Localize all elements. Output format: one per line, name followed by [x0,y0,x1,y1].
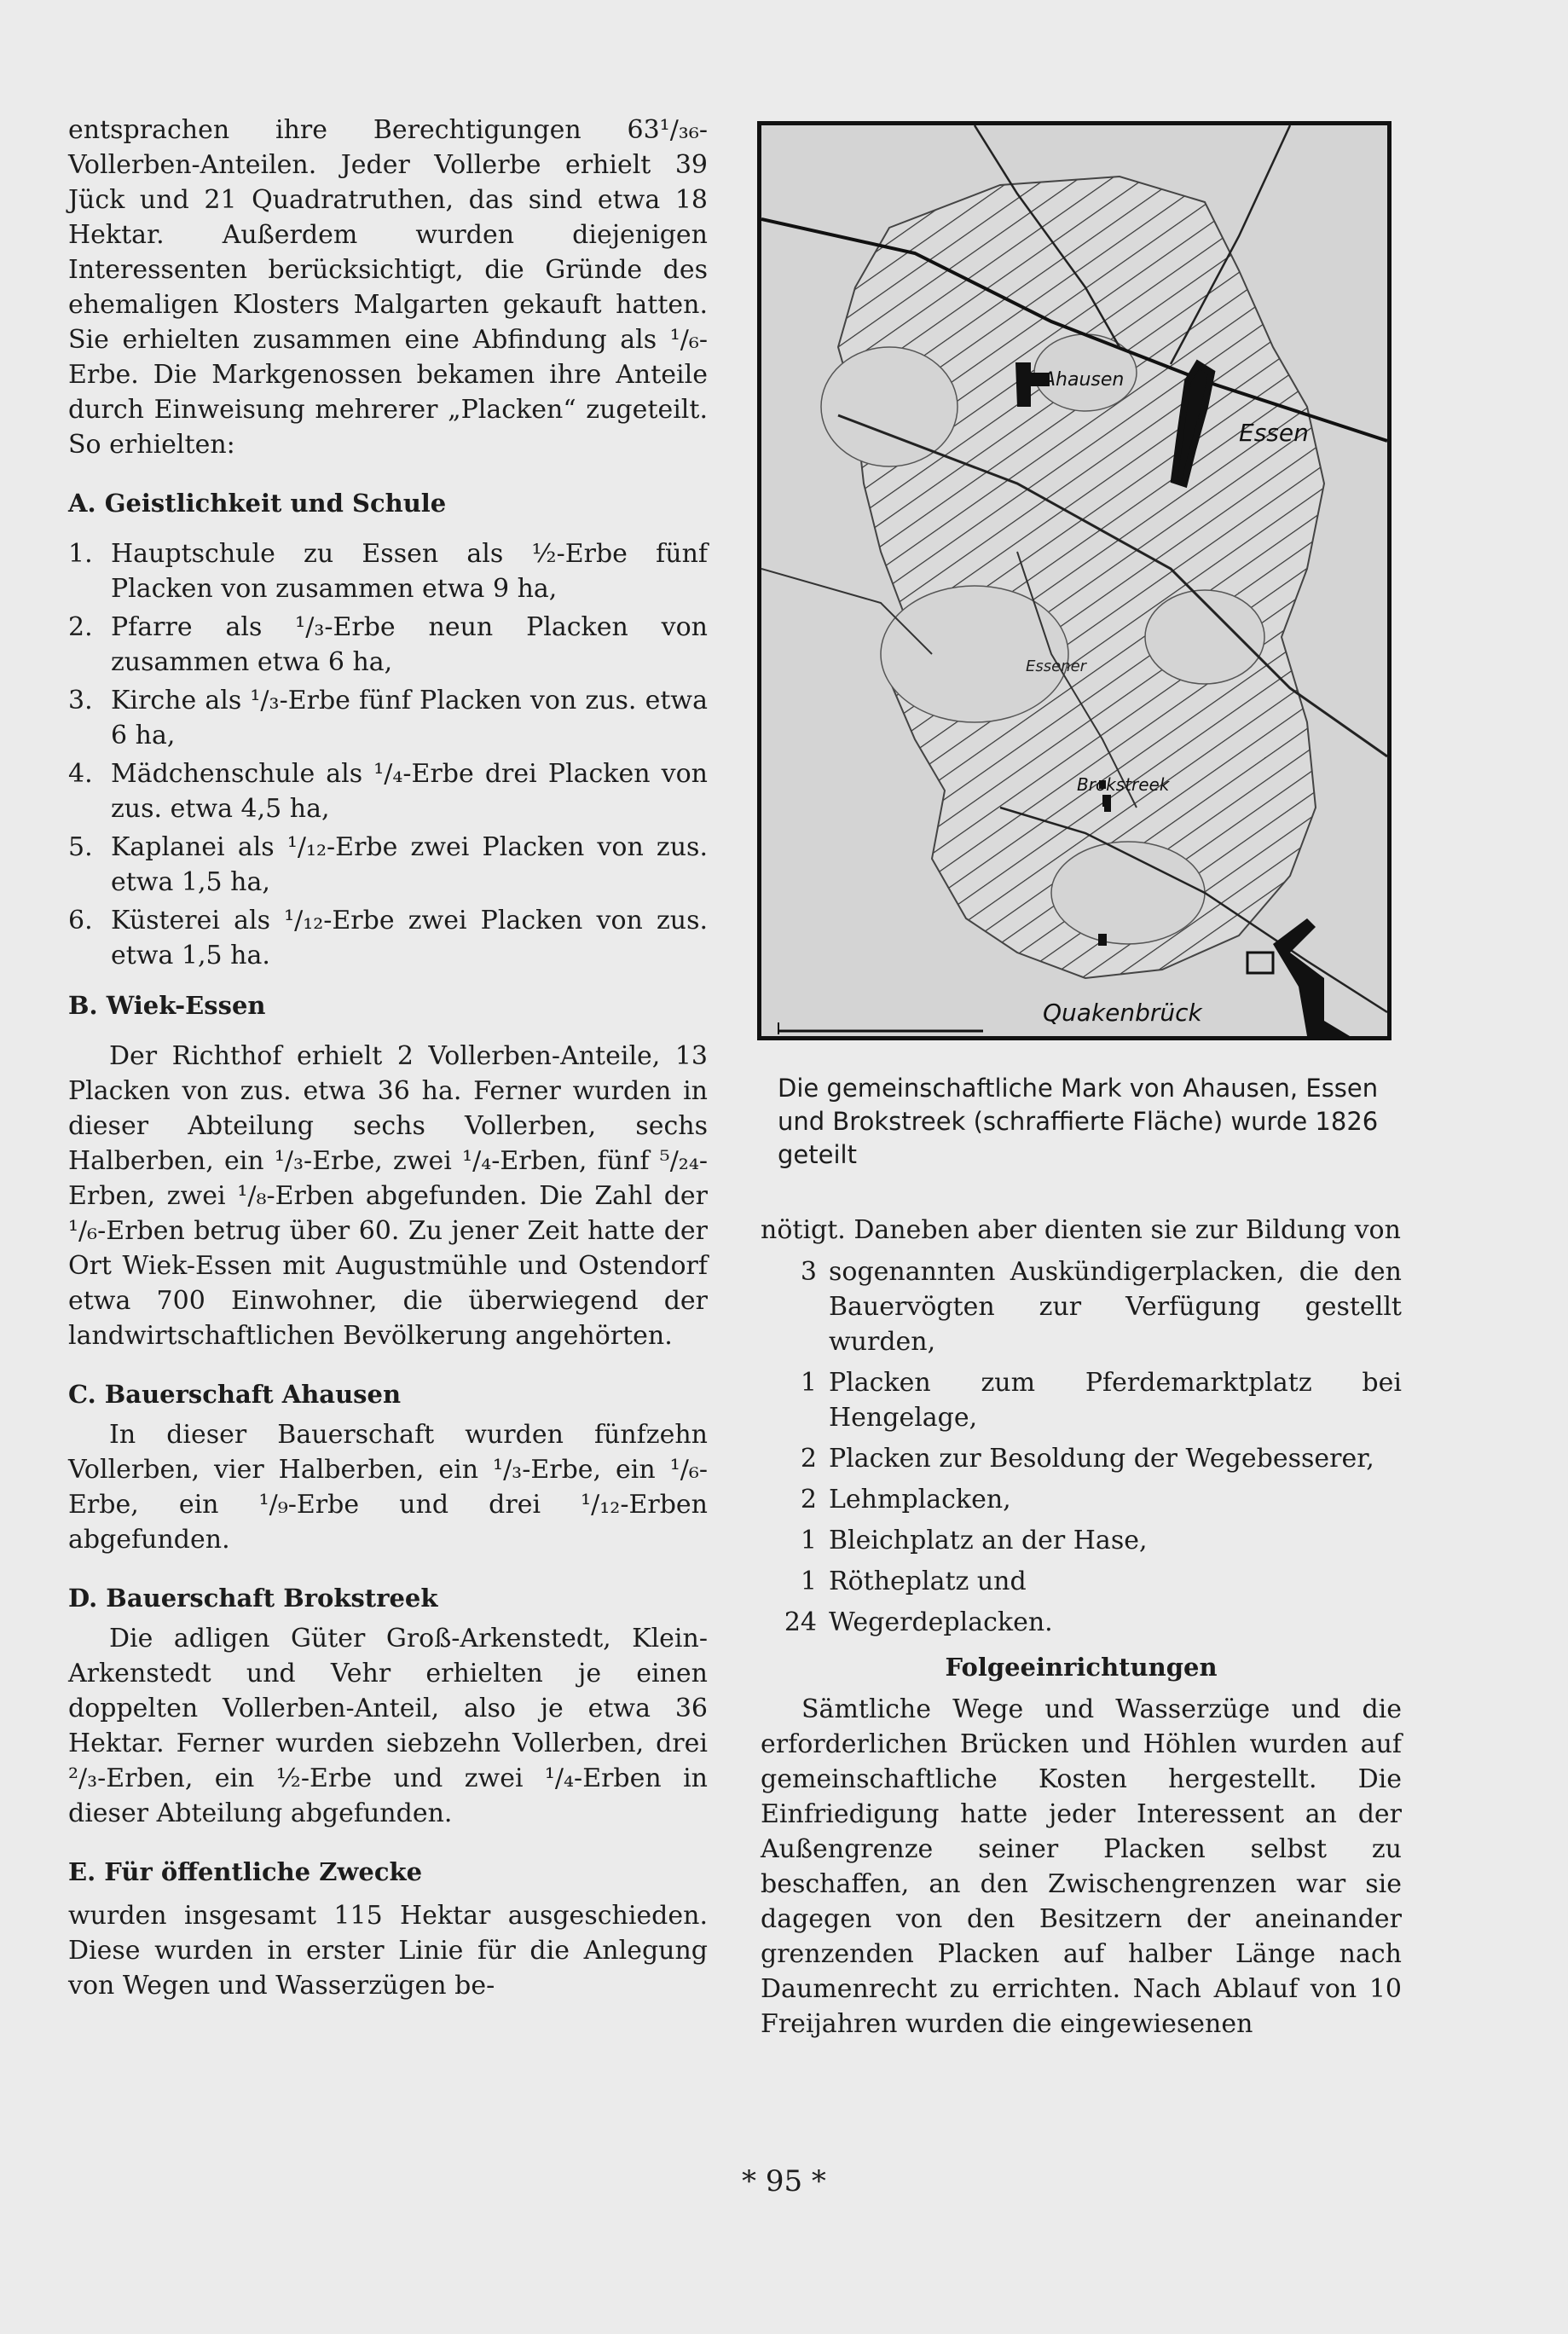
section-e-heading: E. Für öffentliche Zwecke [68,1857,423,1886]
list-item: 3 sogenannten Auskündigerplacken, die den Bauervögten zur Verfügung gestellt wurden, [800,1257,1402,1357]
label-essen: Essen [1239,419,1309,447]
list-item: 1 Bleichplatz an der Hase, [800,1526,1148,1555]
section-a-heading: A. Geistlichkeit und Schule [68,489,447,518]
list-item: 2. Pfarre als ¹/₃-Erbe neun Placken von zusammen etwa 6 ha, [68,612,708,677]
section-b-text: Der Richthof erhielt 2 Vollerben-Anteile, 13 Placken von zus. etwa 36 ha. Ferner wurden in dieser Abteilung sechs Vollerben, sechs Halberben, ein ¹/₃-Erbe, zwei ¹/₄-Erben, fünf ⁵/₂₄-Erben, zwei ¹/₈-Erben abgefunden. Die Zahl der ¹/₆-Erben betrug über 60. Zu jener Zeit hatte der Ort Wiek-Essen mit Augustmühle und Ostendorf etwa 700 Einwohner, die überwiegend der landwirtschaftlichen Bevölkerung angehörten. [68,1041,708,1351]
list-item: 2 Lehmplacken, [800,1485,1011,1514]
right-column [761,1213,1402,2042]
list-item: 5. Kaplanei als ¹/₁₂-Erbe zwei Placken von zus. etwa 1,5 ha, [68,832,708,897]
map-drawing [761,125,1387,1036]
section-c-text: In dieser Bauerschaft wurden fünfzehn Vollerben, vier Halberben, ein ¹/₃-Erbe, ein ¹/₆-Erbe, ein ¹/₉-Erbe und drei ¹/₁₂-Erben abgefunden. [68,1420,708,1555]
label-quakenbrueck: Quakenbrück [1043,999,1202,1027]
list-item: 3. Kirche als ¹/₃-Erbe fünf Placken von zus. etwa 6 ha, [68,686,708,750]
list-item: 1 Rötheplatz und [800,1567,1027,1596]
section-e-text: wurden insgesamt 115 Hektar ausgeschieden. Diese wurden in erster Linie für die Anlegung von Wegen und Wasserzügen be- [68,1901,708,2001]
map-figure [757,121,1392,1040]
page-number: * 95 * [742,2164,826,2198]
left-column [68,113,708,2003]
list-item: 6. Küsterei als ¹/₁₂-Erbe zwei Placken von zus. etwa 1,5 ha. [68,906,708,970]
section-a-list [68,536,708,973]
intro-paragraph: entsprachen ihre Berechtigungen 63¹/₃₆-Vollerben-Anteilen. Jeder Vollerbe erhielt 39 Jück und 21 Quadratruthen, das sind etwa 18 Hektar. Außerdem wurden diejenigen Interessenten berücksichtigt, die Gründe des ehemaligen Klosters Malgarten gekauft hatten. Sie erhielten zusammen eine Abfindung als ¹/₆-Erbe. Die Markgenossen bekamen ihre Anteile durch Einweisung mehrerer „Placken“ zugeteilt. So erhielten: [68,115,708,460]
map-caption: Die gemeinschaftliche Mark von Ahausen, Essen und Brokstreek (schraffierte Fläche) wurde 1826 geteilt [778,1074,1379,1169]
label-essener: Essener [1026,657,1087,675]
list-item: 1 Placken zum Pferdemarktplatz bei Hengelage, [800,1368,1402,1433]
label-brokstreek: Brokstreek [1077,774,1170,795]
section-b-heading: B. Wiek-Essen [68,991,266,1020]
list-item: 1. Hauptschule zu Essen als ½-Erbe fünf Placken von zusammen etwa 9 ha, [68,539,708,604]
section-d-heading: D. Bauerschaft Brokstreek [68,1584,438,1613]
list-item: 2 Placken zur Besoldung der Wegebesserer, [800,1444,1374,1474]
right-continuation: nötigt. Daneben aber dienten sie zur Bildung von [761,1215,1401,1245]
public-purposes-list [761,1254,1402,1640]
folgeeinrichtungen-text: Sämtliche Wege und Wasserzüge und die erforderlichen Brücken und Höhlen wurden auf gemeinschaftliche Kosten hergestellt. Die Einfriedigung hatte jeder Interessent an der Außengrenze seiner Placken selbst zu beschaffen, an den Zwischengrenzen war sie dagegen von den Besitzern der aneinander grenzenden Placken auf halber Länge nach Daumenrecht zu errichten. Nach Ablauf von 10 Freijahren wurden die eingewiesenen [761,1694,1402,2039]
section-d-text: Die adligen Güter Groß-Arkenstedt, Klein-Arkenstedt und Vehr erhielten je einen doppelten Vollerben-Anteil, also je etwa 36 Hektar. Ferner wurden siebzehn Vollerben, drei ²/₃-Erben, ein ½-Erbe und zwei ¹/₄-Erben in dieser Abteilung abgefunden. [68,1624,708,1828]
list-item: 4. Mädchenschule als ¹/₄-Erbe drei Placken von zus. etwa 4,5 ha, [68,759,708,824]
folgeeinrichtungen-heading: Folgeeinrichtungen [945,1653,1218,1682]
section-c-heading: C. Bauerschaft Ahausen [68,1380,402,1409]
list-item: 24 Wegerdeplacken. [784,1607,1053,1637]
label-ahausen: Ahausen [1043,369,1125,391]
